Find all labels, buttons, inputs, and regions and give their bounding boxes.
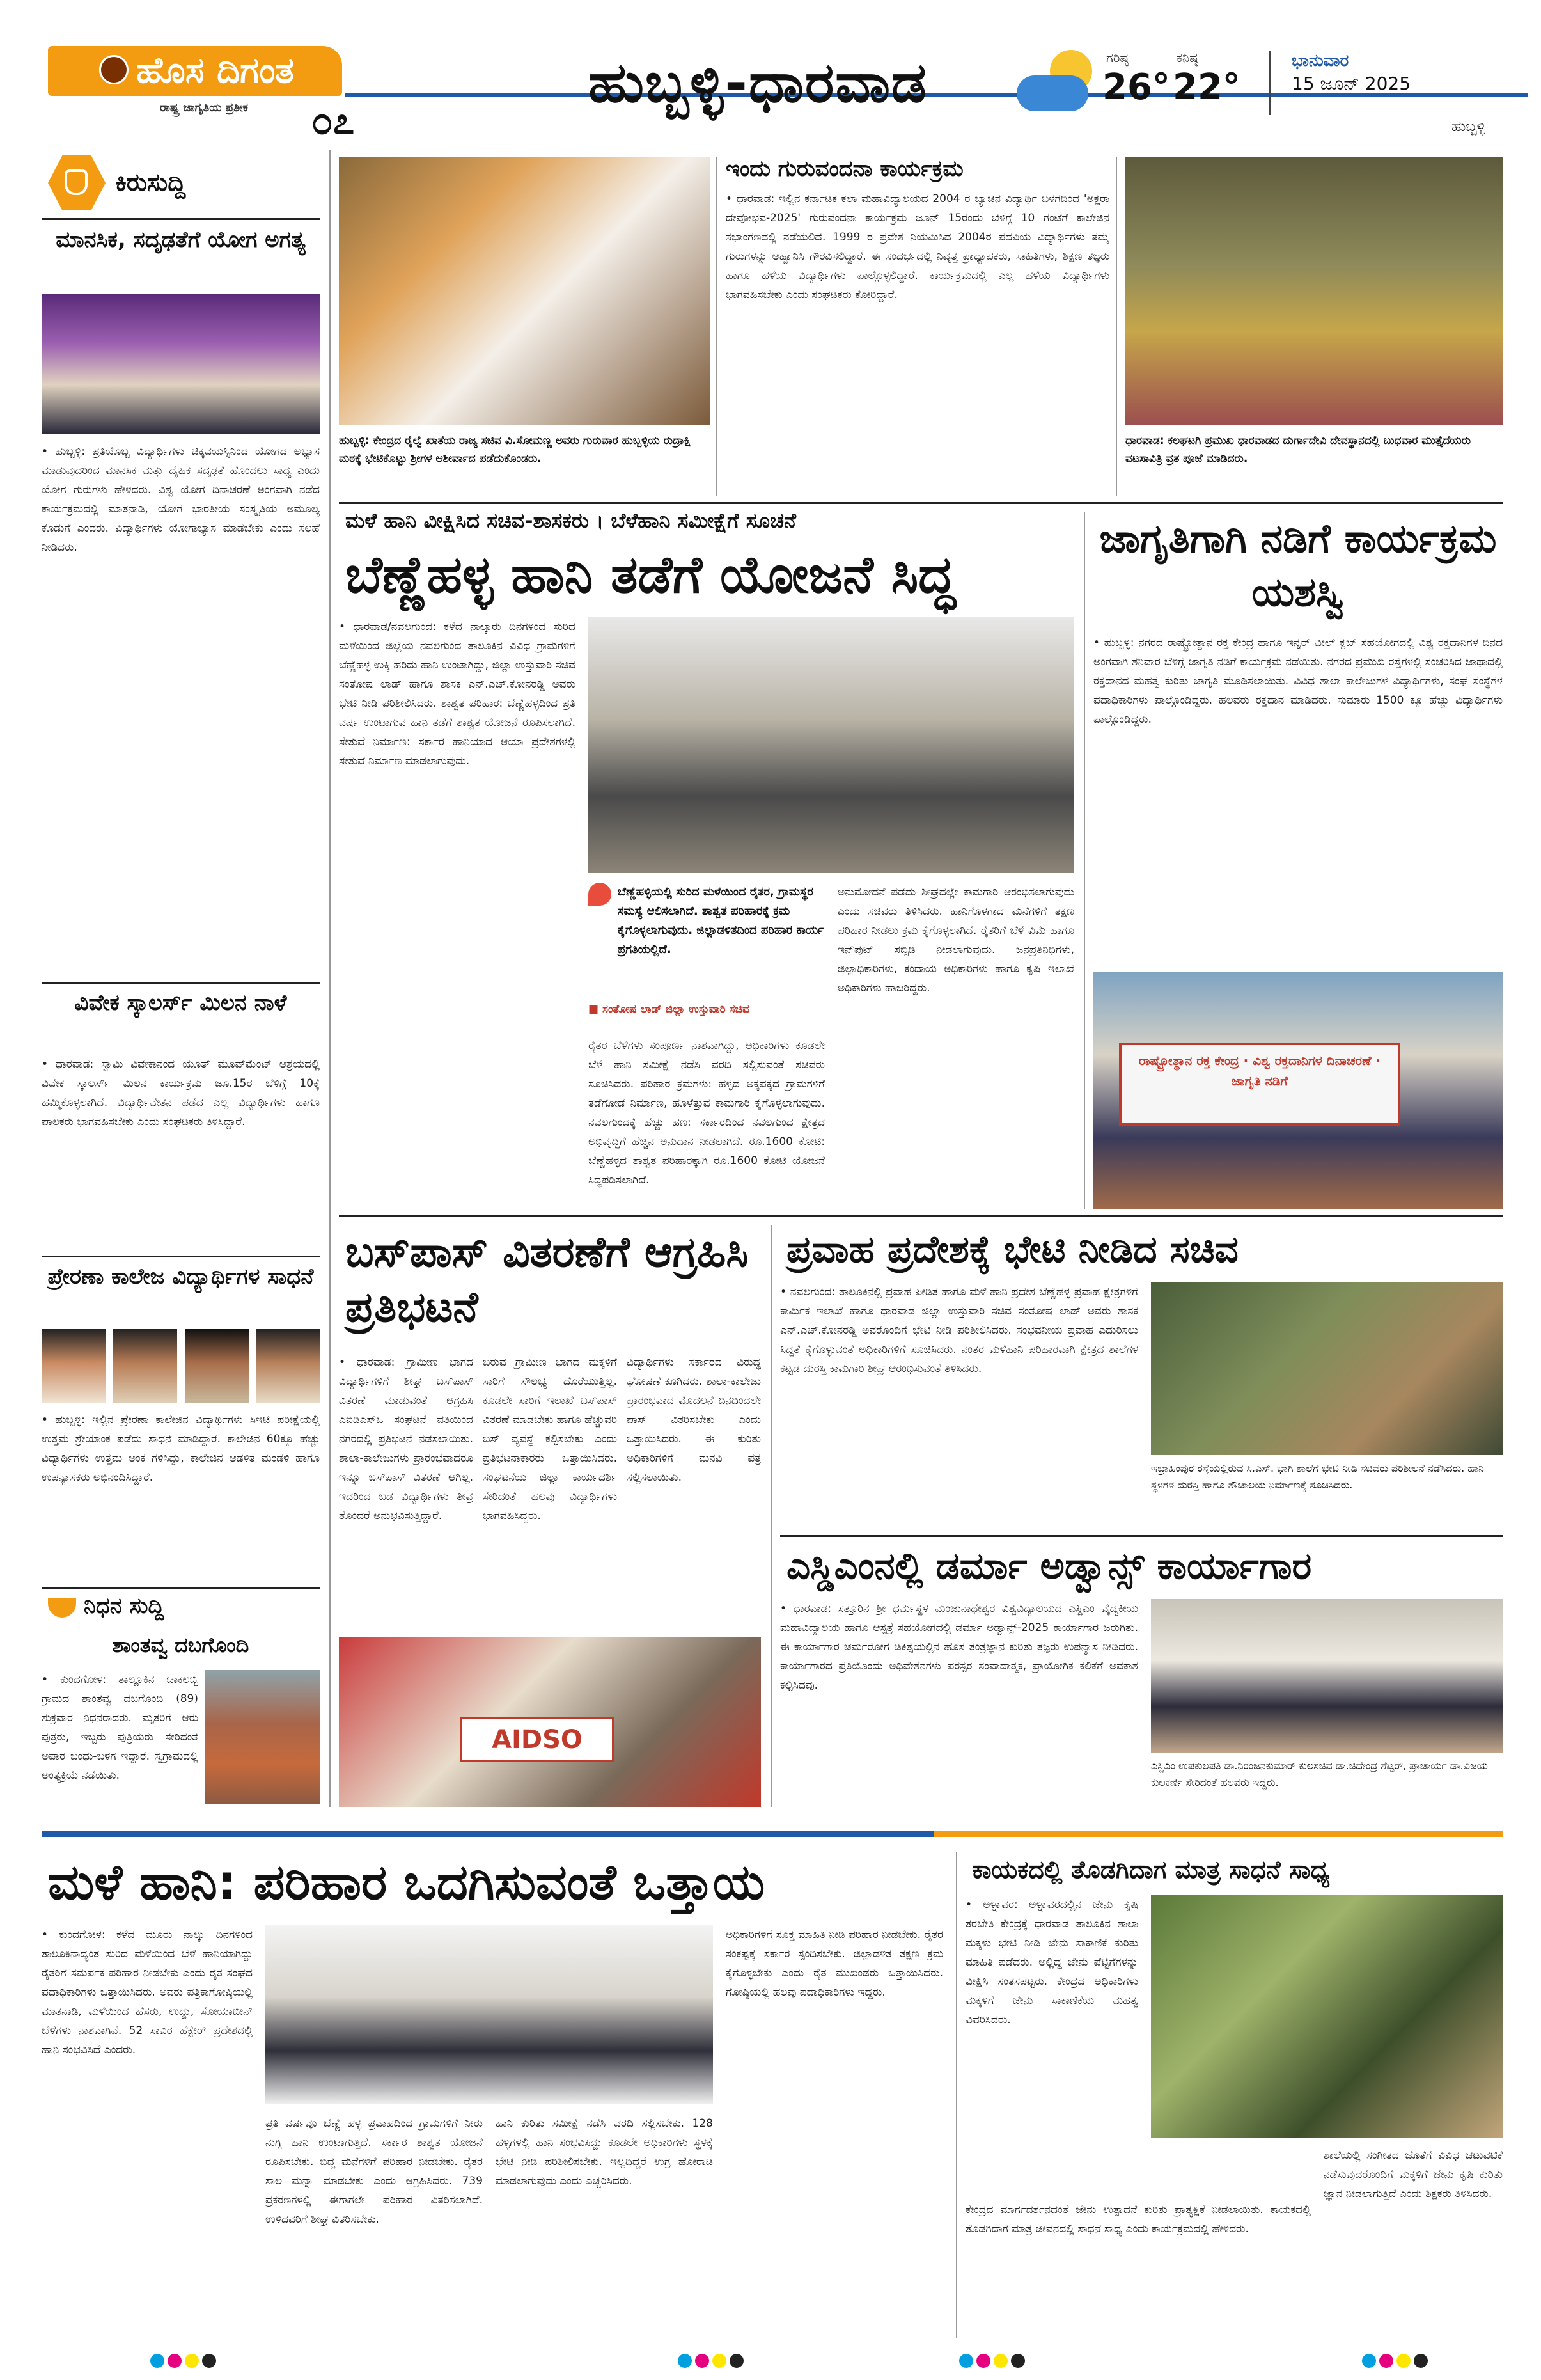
story1-headline: ಮಾನಸಿಕ, ಸದೃಢತೆಗೆ ಯೋಗ ಅಗತ್ಯ xyxy=(56,227,306,253)
sidebar-rule xyxy=(42,982,320,984)
lead-headline: ಬೆಣ್ಣೆಹಳ್ಳ ಹಾನಿ ತಡೆಗೆ ಯೋಜನೆ ಸಿದ್ಧ xyxy=(345,545,956,604)
kirusuddi-hand-icon xyxy=(65,169,88,195)
work-caption: ಶಾಲೆಯಲ್ಲಿ ಸಂಗೀತದ ಜೊತೆಗೆ ವಿವಿಧ ಚಟುವಟಿಕೆ ನಡೆಸುವುದರೊಂದಿಗೆ ಮಕ್ಕಳಿಗೆ ಜೇನು ಕೃಷಿ ಕುರಿತು ಜ್ಞಾನ ನೀಡಲಾಗುತ್ತಿದೆ ಎಂದು ಶಿಕ್ಷಕರು ತಿಳಿಸಿದರು. xyxy=(1324,2149,1503,2200)
logo-tagline: ರಾಷ್ಟ್ರ ಜಾಗೃತಿಯ ಪ್ರತೀಕ xyxy=(160,101,248,114)
press-meet-photo xyxy=(265,1925,713,2104)
lead-quote xyxy=(588,883,825,1030)
registration-dot xyxy=(150,2354,164,2368)
registration-marks-mid xyxy=(959,2354,1036,2369)
rain-comp-body-col2: ಪ್ರತಿ ವರ್ಷವೂ ಬೆಣ್ಣೆ ಹಳ್ಳ ಪ್ರವಾಹದಿಂದ ಗ್ರಾಮಗಳಿಗೆ ನೀರು ನುಗ್ಗಿ ಹಾನಿ ಉಂಟಾಗುತ್ತಿದೆ. ಸರ್ಕಾರ ಶಾಶ್ವತ ಯೋಜನೆ ರೂಪಿಸಬೇಕು. ಬಿದ್ದ ಮನೆಗಳಿಗೆ ಪರಿಹಾರ ನೀಡಬೇಕು. ರೈತರ ಸಾಲ ಮನ್ನಾ ಮಾಡಬೇಕು ಎಂದು ಆಗ್ರಹಿಸಿದರು. 739 ಪ್ರಕರಣಗಳಲ್ಲಿ ಈಗಾಗಲೇ ಪರಿಹಾರ ವಿತರಿಸಲಾಗಿದೆ. ಉಳಿದವರಿಗೆ ಶೀಘ್ರ ವಿತರಿಸಬೇಕು. xyxy=(265,2117,483,2226)
protest-placard-text: AIDSO xyxy=(492,1725,583,1754)
story3-body: • ಹುಬ್ಬಳ್ಳಿ: ಇಲ್ಲಿನ ಪ್ರೇರಣಾ ಕಾಲೇಜಿನ ವಿದ್ಯಾರ್ಥಿಗಳು ಸಿಇಟಿ ಪರೀಕ್ಷೆಯಲ್ಲಿ ಉತ್ತಮ ಶ್ರೇಯಾಂಕ ಪಡೆದು ಸಾಧನೆ ಮಾಡಿದ್ದಾರೆ. ಕಾಲೇಜಿನ 60ಕ್ಕೂ ಹೆಚ್ಚು ವಿದ್ಯಾರ್ಥಿಗಳು ಉತ್ತಮ ಅಂಕ ಗಳಿಸಿದ್ದು, ಕಾಲೇಜಿನ ಆಡಳಿತ ಮಂಡಳಿ ಹಾಗೂ ಉಪನ್ಯಾಸಕರು ಅಭಿನಂದಿಸಿದ್ದಾರೆ. xyxy=(42,1414,320,1484)
bus-pass-body-col1: • ಧಾರವಾಡ: ಗ್ರಾಮೀಣ ಭಾಗದ ವಿದ್ಯಾರ್ಥಿಗಳಿಗೆ ಶೀಘ್ರ ಬಸ್‌ಪಾಸ್ ವಿತರಣೆ ಮಾಡುವಂತೆ ಆಗ್ರಹಿಸಿ ಎಐಡಿಎಸ್‌ಒ ಸಂಘಟನೆ ವತಿಯಿಂದ ನಗರದಲ್ಲಿ ಪ್ರತಿಭಟನೆ ನಡೆಸಲಾಯಿತು. ಶಾಲಾ-ಕಾಲೇಜುಗಳು ಪ್ರಾರಂಭವಾದರೂ ಇನ್ನೂ ಬಸ್‌ಪಾಸ್ ವಿತರಣೆ ಆಗಿಲ್ಲ. ಇದರಿಂದ ಬಡ ವಿದ್ಯಾರ್ಥಿಗಳು ತೀವ್ರ ತೊಂದರೆ ಅನುಭವಿಸುತ್ತಿದ್ದಾರೆ. xyxy=(339,1356,473,1522)
rain-comp-body-col3: ಹಾನಿ ಕುರಿತು ಸಮೀಕ್ಷೆ ನಡೆಸಿ ವರದಿ ಸಲ್ಲಿಸಬೇಕು. 128 ಹಳ್ಳಿಗಳಲ್ಲಿ ಹಾನಿ ಸಂಭವಿಸಿದ್ದು ಕೂಡಲೇ ಅಧಿಕಾರಿಗಳು ಸ್ಥಳಕ್ಕೆ ಭೇಟಿ ನೀಡಿ ಪರಿಶೀಲಿಸಬೇಕು. ಇಲ್ಲದಿದ್ದರೆ ಉಗ್ರ ಹೋರಾಟ ಮಾಡಲಾಗುವುದು ಎಂದು ಎಚ್ಚರಿಸಿದರು. xyxy=(496,2117,713,2187)
flood-visit-body: • ನವಲಗುಂದ: ತಾಲೂಕಿನಲ್ಲಿ ಪ್ರವಾಹ ಪೀಡಿತ ಹಾಗೂ ಮಳೆ ಹಾನಿ ಪ್ರದೇಶ ಬೆಣ್ಣೆಹಳ್ಳ ಪ್ರವಾಹ ಕ್ಷೇತ್ರಗಳಿಗೆ ಕಾರ್ಮಿಕ ಇಲಾಖೆ ಹಾಗೂ ಧಾರವಾಡ ಜಿಲ್ಲಾ ಉಸ್ತುವಾರಿ ಸಚಿವ ಸಂತೋಷ ಲಾಡ್ ಅವರು ಶಾಸಕ ಎನ್.ಎಚ್.ಕೋನರಡ್ಡಿ ಅವರೊಂದಿಗೆ ಭೇಟಿ ನೀಡಿ ಪರಿಶೀಲಿಸಿದರು. ಸಂಭವನೀಯ ಪ್ರವಾಹ ಎದುರಿಸಲು ಸಿದ್ಧತೆ ಕೈಗೊಳ್ಳುವಂತೆ ಅಧಿಕಾರಿಗಳಿಗೆ ಸೂಚಿಸಿದರು. ನಂತರ ಮಳೆಹಾನಿ ಪರಿಹಾರವಾಗಿ ಕ್ಷೇತ್ರದ ಶಾಲೆಗಳ ಕಟ್ಟಡ ದುರಸ್ತಿ ಕಾಮಗಾರಿ ಶೀಘ್ರ ಆರಂಭಿಸುವಂತೆ ತಿಳಿಸಿದರು. xyxy=(780,1286,1138,1375)
minister-visit-photo xyxy=(339,157,710,425)
rain-comp-body-col1: • ಕುಂದಗೋಳ: ಕಳೆದ ಮೂರು ನಾಲ್ಕು ದಿನಗಳಿಂದ ತಾಲೂಕಿನಾದ್ಯಂತ ಸುರಿದ ಮಳೆಯಿಂದ ಬೆಳೆ ಹಾನಿಯಾಗಿದ್ದು ರೈತರಿಗೆ ಸಮರ್ಪಕ ಪರಿಹಾರ ನೀಡಬೇಕು ಎಂದು ರೈತ ಸಂಘದ ಪದಾಧಿಕಾರಿಗಳು ಒತ್ತಾಯಿಸಿದರು. ಅವರು ಪತ್ರಿಕಾಗೋಷ್ಠಿಯಲ್ಲಿ ಮಾತನಾಡಿ, ಮಳೆಯಿಂದ ಹೆಸರು, ಉದ್ದು, ಸೋಯಾಬೀನ್ ಬೆಳೆಗಳು ನಾಶವಾಗಿವೆ. 52 ಸಾವಿರ ಹೆಕ್ಟೇರ್ ಪ್ರದೇಶದಲ್ಲಿ ಹಾನಿ ಸಂಭವಿಸಿದೆ ಎಂದರು. xyxy=(42,1928,253,2056)
section-rule xyxy=(339,1215,1503,1217)
kirusuddi-label: ಕಿರುಸುದ್ದಿ xyxy=(115,168,186,196)
lead-body-col1: • ಧಾರವಾಡ/ನವಲಗುಂದ: ಕಳೆದ ನಾಲ್ಕಾರು ದಿನಗಳಿಂದ ಸುರಿದ ಮಳೆಯಿಂದ ಜಿಲ್ಲೆಯ ನವಲಗುಂದ ತಾಲೂಕಿನ ವಿವಿಧ ಗ್ರಾಮಗಳಿಗೆ ಬೆಣ್ಣೆಹಳ್ಳ ಉಕ್ಕಿ ಹರಿದು ಹಾನಿ ಉಂಟಾಗಿದ್ದು, ಜಿಲ್ಲಾ ಉಸ್ತುವಾರಿ ಸಚಿವ ಸಂತೋಷ ಲಾಡ್ ಹಾಗೂ ಶಾಸಕ ಎನ್.ಎಚ್.ಕೋನರಡ್ಡಿ ಅವರು ಭೇಟಿ ನೀಡಿ ಪರಿಶೀಲಿಸಿದರು. ಶಾಶ್ವತ ಪರಿಹಾರ: ಬೆಣ್ಣೆಹಳ್ಳದಿಂದ ಪ್ರತಿ ವರ್ಷ ಉಂಟಾಗುವ ಹಾನಿ ತಡೆಗೆ ಶಾಶ್ವತ ಯೋಜನೆ ರೂಪಿಸಲಾಗಿದೆ. ಸೇತುವೆ ನಿರ್ಮಾಣ: ಸರ್ಕಾರ ಹಾನಿಯಾದ ಆಯಾ ಪ್ರದೇಶಗಳಲ್ಲಿ ಸೇತುವೆ ನಿರ್ಮಾಣ ಮಾಡಲಾಗುವುದು. xyxy=(339,620,575,768)
registration-dot xyxy=(678,2354,692,2368)
bus-pass-body-col2: ಬರುವ ಗ್ರಾಮೀಣ ಭಾಗದ ಮಕ್ಕಳಿಗೆ ಸಾರಿಗೆ ಸೌಲಭ್ಯ ದೊರೆಯುತ್ತಿಲ್ಲ. ಕೂಡಲೇ ಸಾರಿಗೆ ಇಲಾಖೆ ಬಸ್‌ಪಾಸ್ ವಿತರಣೆ ಮಾಡಬೇಕು ಹಾಗೂ ಹೆಚ್ಚುವರಿ ಬಸ್ ವ್ಯವಸ್ಥೆ ಕಲ್ಪಿಸಬೇಕು ಎಂದು ಪ್ರತಿಭಟನಾಕಾರರು ಒತ್ತಾಯಿಸಿದರು. ಸಂಘಟನೆಯ ಜಿಲ್ಲಾ ಕಾರ್ಯದರ್ಶಿ ಸೇರಿದಂತೆ ಹಲವು ವಿದ್ಯಾರ್ಥಿಗಳು ಭಾಗವಹಿಸಿದ್ದರು. xyxy=(483,1356,617,1522)
top-story-3-caption: ಧಾರವಾಡ: ಕಲಘಟಗಿ ಪ್ರಮುಖ ಧಾರವಾಡದ ದುರ್ಗಾದೇವಿ ದೇವಸ್ಥಾನದಲ್ಲಿ ಬುಧವಾರ ಮುತ್ತೈದೆಯರು ವಟಸಾವಿತ್ರಿ ವ್ರತ ಪೂಜೆ ಮಾಡಿದರು. xyxy=(1125,434,1471,465)
registration-dot xyxy=(1362,2354,1376,2368)
work-story xyxy=(966,1852,1503,2338)
column-divider xyxy=(329,150,331,1807)
obituary-label: ನಿಧನ ಸುದ್ದಿ xyxy=(84,1593,164,1619)
yoga-photo xyxy=(42,294,320,434)
column-divider xyxy=(956,1852,957,2338)
registration-dot xyxy=(994,2354,1008,2368)
rain-comp-headline: ಮಳೆ ಹಾನಿ: ಪರಿಹಾರ ಒದಗಿಸುವಂತೆ ಒತ್ತಾಯ xyxy=(48,1854,765,1911)
cloud-icon xyxy=(1017,75,1088,111)
registration-dot xyxy=(976,2354,990,2368)
student-photo xyxy=(113,1329,177,1403)
beekeeping-photo xyxy=(1151,1895,1503,2138)
lead-body-col3: ಅನುಮೋದನೆ ಪಡೆದು ಶೀಘ್ರದಲ್ಲೇ ಕಾಮಗಾರಿ ಆರಂಭಿಸಲಾಗುವುದು ಎಂದು ಸಚಿವರು ತಿಳಿಸಿದರು. ಹಾನಿಗೊಳಗಾದ ಮನೆಗಳಿಗೆ ತಕ್ಷಣ ಪರಿಹಾರ ನೀಡಲು ಕ್ರಮ ಕೈಗೊಳ್ಳಲಾಗಿದೆ. ರೈತರಿಗೆ ಬೆಳೆ ವಿಮೆ ಹಾಗೂ ಇನ್‌ಪುಟ್ ಸಬ್ಸಿಡಿ ನೀಡಲಾಗುವುದು. ಜನಪ್ರತಿನಿಧಿಗಳು, ಜಿಲ್ಲಾಧಿಕಾರಿಗಳು, ಕಂದಾಯ ಅಧಿಕಾರಿಗಳು ಹಾಗೂ ಕೃಷಿ ಇಲಾಖೆ ಅಧಿಕಾರಿಗಳು ಹಾಜರಿದ್ದರು. xyxy=(838,886,1074,995)
top-story-1 xyxy=(339,157,710,496)
column-divider xyxy=(1084,512,1085,1209)
column-divider xyxy=(716,157,717,496)
awareness-headline: ಜಾಗೃತಿಗಾಗಿ ನಡಿಗೆ ಕಾರ್ಯಕ್ರಮ ಯಶಸ್ವಿ xyxy=(1099,515,1497,615)
sidebar-rule xyxy=(42,1587,320,1589)
sdm-story xyxy=(780,1541,1503,1810)
band-segment-blue xyxy=(320,1831,934,1837)
lead-story xyxy=(339,508,1074,1212)
top-story-2-headline: ಇಂದು ಗುರುವಂದನಾ ಕಾರ್ಯಕ್ರಮ xyxy=(726,156,964,182)
weather-max: 26° xyxy=(1102,67,1170,108)
flood-visit-headline: ಪ್ರವಾಹ ಪ್ರದೇಶಕ್ಕೆ ಭೇಟಿ ನೀಡಿದ ಸಚಿವ xyxy=(786,1227,1239,1271)
sdm-photo xyxy=(1151,1599,1503,1753)
bus-pass-body-col3: ವಿದ್ಯಾರ್ಥಿಗಳು ಸರ್ಕಾರದ ವಿರುದ್ಧ ಘೋಷಣೆ ಕೂಗಿದರು. ಶಾಲಾ-ಕಾಲೇಜು ಪ್ರಾರಂಭವಾದ ಮೊದಲನೆ ದಿನದಿಂದಲೇ ಪಾಸ್ ವಿತರಿಸಬೇಕು ಎಂದು ಒತ್ತಾಯಿಸಿದರು. ಈ ಕುರಿತು ಅಧಿಕಾರಿಗಳಿಗೆ ಮನವಿ ಪತ್ರ ಸಲ್ಲಿಸಲಾಯಿತು. xyxy=(627,1356,761,1484)
flood-visit-caption: ಇಬ್ರಾಹಿಂಪುರ ರಸ್ತೆಯಲ್ಲಿರುವ ಸಿ.ಎಸ್. ಭಾಗಿ ಶಾಲೆಗೆ ಭೇಟಿ ನೀಡಿ ಸಚಿವರು ಪರಿಶೀಲನೆ ನಡೆಸಿದರು. ಹಾನಿ ಸ್ಥಳಗಳ ದುರಸ್ತಿ ಹಾಗೂ ಶೌಚಾಲಯ ನಿರ್ಮಾಣಕ್ಕೆ ಸೂಚಿಸಿದರು. xyxy=(1151,1462,1484,1491)
registration-marks-left xyxy=(150,2354,227,2369)
registration-dot xyxy=(959,2354,973,2368)
awareness-banner xyxy=(1119,1043,1400,1126)
registration-dot xyxy=(695,2354,709,2368)
sdm-headline: ಎಸ್ಡಿಎಂನಲ್ಲಿ ಡರ್ಮಾ ಅಡ್ವಾನ್ಸ್ ಕಾರ್ಯಾಗಾರ xyxy=(786,1544,1312,1588)
logo-emblem-icon xyxy=(99,55,129,84)
rain-comp-body-col4: ಅಧಿಕಾರಿಗಳಿಗೆ ಸೂಕ್ತ ಮಾಹಿತಿ ನೀಡಿ ಪರಿಹಾರ ನೀಡಬೇಕು. ರೈತರ ಸಂಕಷ್ಟಕ್ಕೆ ಸರ್ಕಾರ ಸ್ಪಂದಿಸಬೇಕು. ಜಿಲ್ಲಾಡಳಿತ ತಕ್ಷಣ ಕ್ರಮ ಕೈಗೊಳ್ಳಬೇಕು ಎಂದು ರೈತ ಮುಖಂಡರು ಒತ್ತಾಯಿಸಿದರು. ಗೋಷ್ಠಿಯಲ್ಲಿ ಹಲವು ಪದಾಧಿಕಾರಿಗಳು ಇದ್ದರು. xyxy=(726,1928,943,1999)
registration-dot xyxy=(168,2354,182,2368)
quote-mark-icon xyxy=(588,883,611,906)
registration-dot xyxy=(1379,2354,1393,2368)
flood-visit-photo xyxy=(1151,1282,1503,1455)
story3-headline: ಪ್ರೇರಣಾ ಕಾಲೇಜ ವಿದ್ಯಾರ್ಥಿಗಳ ಸಾಧನೆ xyxy=(47,1264,314,1289)
sidebar-rule xyxy=(42,218,320,220)
sidebar-rule xyxy=(42,1256,320,1257)
registration-marks-center xyxy=(678,2354,755,2369)
registration-dot xyxy=(1414,2354,1428,2368)
logo-text: ಹೊಸ ದಿಗಂತ xyxy=(136,50,294,91)
registration-dot xyxy=(185,2354,199,2368)
weather-min-label: ಕನಿಷ್ಠ xyxy=(1177,50,1198,65)
issue-day: ಭಾನುವಾರ xyxy=(1292,51,1349,70)
top-story-2 xyxy=(726,154,1109,499)
logo-block xyxy=(48,46,355,143)
obituary-photo xyxy=(205,1670,320,1804)
student-photos xyxy=(42,1329,320,1403)
awareness-body: • ಹುಬ್ಬಳ್ಳಿ: ನಗರದ ರಾಷ್ಟ್ರೋತ್ಥಾನ ರಕ್ತ ಕೇಂದ್ರ ಹಾಗೂ ಇನ್ನರ್ ವೀಲ್ ಕ್ಲಬ್ ಸಹಯೋಗದಲ್ಲಿ ವಿಶ್ವ ರಕ್ತದಾನಿಗಳ ದಿನದ ಅಂಗವಾಗಿ ಶನಿವಾರ ಬೆಳಿಗ್ಗೆ ಜಾಗೃತಿ ನಡಿಗೆ ಕಾರ್ಯಕ್ರಮ ನಡೆಯಿತು. ನಗರದ ಪ್ರಮುಖ ರಸ್ತೆಗಳಲ್ಲಿ ಸಂಚರಿಸಿದ ಜಾಥಾದಲ್ಲಿ ರಕ್ತದಾನದ ಮಹತ್ವ ಕುರಿತು ಜಾಗೃತಿ ಮೂಡಿಸಲಾಯಿತು. ವಿವಿಧ ಶಾಲಾ ಕಾಲೇಜುಗಳ ವಿದ್ಯಾರ್ಥಿಗಳು, ಸಂಘ ಸಂಸ್ಥೆಗಳ ಪದಾಧಿಕಾರಿಗಳು ಪಾಲ್ಗೊಂಡಿದ್ದರು. ಹಲವರು ರಕ್ತದಾನ ಮಾಡಿದರು. ಸುಮಾರು 1500 ಕ್ಕೂ ಹೆಚ್ಚು ವಿದ್ಯಾರ್ಥಿಗಳು ಪಾಲ್ಗೊಂಡಿದ್ದರು. xyxy=(1093,636,1503,726)
top-story-3 xyxy=(1125,157,1503,496)
issue-city: ಹುಬ್ಬಳ್ಳಿ xyxy=(1451,119,1486,135)
registration-dot xyxy=(202,2354,216,2368)
section-rule xyxy=(339,502,1503,504)
work-body-col2: ಕೇಂದ್ರದ ಮಾರ್ಗದರ್ಶನದಂತೆ ಜೇನು ಉತ್ಪಾದನೆ ಕುರಿತು ಪ್ರಾತ್ಯಕ್ಷಿಕೆ ನೀಡಲಾಯಿತು. ಕಾಯಕದಲ್ಲಿ ತೊಡಗಿದಾಗ ಮಾತ್ರ ಜೀವನದಲ್ಲಿ ಸಾಧನೆ ಸಾಧ್ಯ ಎಂದು ಕಾರ್ಯಕ್ರಮದಲ್ಲಿ ಹೇಳಿದರು. xyxy=(966,2203,1311,2235)
student-photo xyxy=(185,1329,249,1403)
story2-body: • ಧಾರವಾಡ: ಸ್ವಾಮಿ ವಿವೇಕಾನಂದ ಯೂತ್ ಮೂವ್‌ಮೆಂಟ್ ಆಶ್ರಯದಲ್ಲಿ ವಿವೇಕ ಸ್ಕಾಲರ್ಸ್ ಮಿಲನ ಕಾರ್ಯಕ್ರಮ ಜೂ.15ರ ಬೆಳಿಗ್ಗೆ 10ಕ್ಕೆ ಹಮ್ಮಿಕೊಳ್ಳಲಾಗಿದೆ. ವಿದ್ಯಾರ್ಥಿವೇತನ ಪಡೆದ ಎಲ್ಲ ವಿದ್ಯಾರ್ಥಿಗಳು ಹಾಗೂ ಪಾಲಕರು ಭಾಗವಹಿಸಬೇಕು ಎಂದು ಸಂಘಟಕರು ತಿಳಿಸಿದ್ದಾರೆ. xyxy=(42,1058,320,1128)
lead-quote-attribution: ■ ಸಂತೋಷ ಲಾಡ್ ಜಿಲ್ಲಾ ಉಸ್ತುವಾರಿ ಸಚಿವ xyxy=(588,1003,749,1016)
student-photo xyxy=(42,1329,106,1403)
registration-dot xyxy=(712,2354,726,2368)
registration-dot xyxy=(1396,2354,1411,2368)
story1-body: • ಹುಬ್ಬಳ್ಳಿ: ಪ್ರತಿಯೊಬ್ಬ ವಿದ್ಯಾರ್ಥಿಗಳು ಚಿಕ್ಕವಯಸ್ಸಿನಿಂದ ಯೋಗದ ಅಭ್ಯಾಸ ಮಾಡುವುದರಿಂದ ಮಾನಸಿಕ ಮತ್ತು ದೈಹಿಕ ಸದೃಢತೆ ಹೊಂದಲು ಸಾಧ್ಯ ಎಂದು ಯೋಗ ಗುರುಗಳು ಹೇಳಿದರು. ವಿಶ್ವ ಯೋಗ ದಿನಾಚರಣೆ ಅಂಗವಾಗಿ ನಡೆದ ಕಾರ್ಯಕ್ರಮದಲ್ಲಿ ಮಾತನಾಡಿ, ಯೋಗ ಭಾರತೀಯ ಸಂಸ್ಕೃತಿಯ ಅಮೂಲ್ಯ ಕೊಡುಗೆ ಎಂದರು. ವಿದ್ಯಾರ್ಥಿಗಳು ಯೋಗಾಭ್ಯಾಸ ಮಾಡಬೇಕು ಎಂದು ಸಲಹೆ ನೀಡಿದರು. xyxy=(42,445,320,554)
obituary-lamp-icon xyxy=(48,1598,76,1618)
top-story-1-caption: ಹುಬ್ಬಳ್ಳಿ: ಕೇಂದ್ರದ ರೈಲ್ವೆ ಖಾತೆಯ ರಾಜ್ಯ ಸಚಿವ ವಿ.ಸೋಮಣ್ಣ ಅವರು ಗುರುವಾರ ಹುಬ್ಬಳ್ಳಿಯ ರುದ್ರಾಕ್ಷಿ ಮಠಕ್ಕೆ ಭೇಟಿಕೊಟ್ಟು ಶ್ರೀಗಳ ಆಶೀರ್ವಾದ ಪಡೆದುಕೊಂಡರು. xyxy=(339,434,691,465)
protest-placard xyxy=(460,1717,614,1762)
vatasavitri-photo xyxy=(1125,157,1503,425)
registration-marks-right xyxy=(1362,2354,1439,2369)
awareness-banner-text: ರಾಷ್ಟ್ರೋತ್ಥಾನ ರಕ್ತ ಕೇಂದ್ರ · ವಿಶ್ವ ರಕ್ತದಾನಿಗಳ ದಿನಾಚರಣೆ · ಜಾಗೃತಿ ನಡಿಗೆ xyxy=(1138,1053,1381,1089)
flood-visit-story xyxy=(780,1225,1503,1525)
issue-date: 15 ಜೂನ್ 2025 xyxy=(1292,73,1411,94)
column-divider xyxy=(770,1225,772,1807)
weather-min: 22° xyxy=(1173,67,1240,108)
awareness-story xyxy=(1093,512,1503,1209)
work-body-col1: • ಅಳ್ನಾವರ: ಅಳ್ನಾವರದಲ್ಲಿನ ಜೇನು ಕೃಷಿ ತರಬೇತಿ ಕೇಂದ್ರಕ್ಕೆ ಧಾರವಾಡ ತಾಲೂಕಿನ ಶಾಲಾ ಮಕ್ಕಳು ಭೇಟಿ ನೀಡಿ ಜೇನು ಸಾಕಾಣಿಕೆ ಕುರಿತು ಮಾಹಿತಿ ಪಡೆದರು. ಅಲ್ಲಿದ್ದ ಜೇನು ಪೆಟ್ಟಿಗೆಗಳನ್ನು ವೀಕ್ಷಿಸಿ ಸಂತಸಪಟ್ಟರು. ಕೇಂದ್ರದ ಅಧಿಕಾರಿಗಳು ಮಕ್ಕಳಿಗೆ ಜೇನು ಸಾಕಾಣಿಕೆಯ ಮಹತ್ವ ವಿವರಿಸಿದರು. xyxy=(966,1898,1138,2026)
registration-dot xyxy=(1011,2354,1025,2368)
bottom-rule xyxy=(42,1831,320,1837)
section-rule xyxy=(780,1535,1503,1537)
page-number: ೦೭ xyxy=(311,99,355,143)
student-photo xyxy=(256,1329,320,1403)
band-segment-orange xyxy=(934,1831,1503,1837)
weather-max-label: ಗರಿಷ್ಠ xyxy=(1106,50,1129,65)
obituary-name: ಶಾಂತವ್ವ ದಬಗೊಂದಿ xyxy=(112,1633,249,1657)
bottom-band xyxy=(320,1831,1503,1837)
sidebar xyxy=(42,150,320,1820)
top-story-2-body: • ಧಾರವಾಡ: ಇಲ್ಲಿನ ಕರ್ನಾಟಕ ಕಲಾ ಮಹಾವಿದ್ಯಾಲಯದ 2004 ರ ಬ್ಯಾಚಿನ ವಿದ್ಯಾರ್ಥಿ ಬಳಗದಿಂದ 'ಅಕ್ಷರಾ ದೇವೋಭವ-2025' ಗುರುವಂದನಾ ಕಾರ್ಯಕ್ರಮ ಜೂನ್ 15ರಂದು ಬೆಳಿಗ್ಗೆ 10 ಗಂಟೆಗೆ ಕಾಲೇಜಿನ ಸಭಾಂಗಣದಲ್ಲಿ ನಡೆಯಲಿದೆ. 1999 ರ ಪ್ರವೇಶ ನಿಯಮಿಸಿದ 2004ರ ಪದವಿಯ ವಿದ್ಯಾರ್ಥಿಗಳು ತಮ್ಮ ಗುರುಗಳನ್ನು ಆಹ್ವಾನಿಸಿ ಗೌರವಿಸಲಿದ್ದಾರೆ. ಈ ಸಂದರ್ಭದಲ್ಲಿ ನಿವೃತ್ತ ಪ್ರಾಧ್ಯಾಪಕರು, ಸಾಹಿತಿಗಳು, ಶಿಕ್ಷಣ ತಜ್ಞರು ಹಾಗೂ ಹಳೆಯ ವಿದ್ಯಾರ್ಥಿಗಳು ಪಾಲ್ಗೊಳ್ಳಲಿದ್ದಾರೆ. ಕಾರ್ಯಕ್ರಮದಲ್ಲಿ ಎಲ್ಲ ಹಳೆಯ ವಿದ್ಯಾರ್ಥಿಗಳು ಭಾಗವಹಿಸಬೇಕು ಎಂದು ಸಂಘಟಕರು ಕೋರಿದ್ದಾರೆ. xyxy=(726,193,1109,301)
sdm-caption: ಎಸ್ಡಿಎಂ ಉಪಕುಲಪತಿ ಡಾ.ನಿರಂಜನಕುಮಾರ್ ಕುಲಸಚಿವ ಡಾ.ಚಿದೇಂದ್ರ ಶೆಟ್ಟರ್, ಪ್ರಾಚಾರ್ಯ ಡಾ.ವಿಜಯ ಕುಲಕರ್ಣಿ ಸೇರಿದಂತೆ ಹಲವರು ಇದ್ದರು. xyxy=(1151,1760,1488,1788)
section-title: ಹುಬ್ಬಳ್ಳಿ-ಧಾರವಾಡ xyxy=(588,51,928,115)
lead-body-col2: ರೈತರ ಬೆಳೆಗಳು ಸಂಪೂರ್ಣ ನಾಶವಾಗಿದ್ದು, ಅಧಿಕಾರಿಗಳು ಕೂಡಲೇ ಬೆಳೆ ಹಾನಿ ಸಮೀಕ್ಷೆ ನಡೆಸಿ ವರದಿ ಸಲ್ಲಿಸುವಂತೆ ಸಚಿವರು ಸೂಚಿಸಿದರು. ಪರಿಹಾರ ಕ್ರಮಗಳು: ಹಳ್ಳದ ಅಕ್ಕಪಕ್ಕದ ಗ್ರಾಮಗಳಿಗೆ ತಡೆಗೋಡೆ ನಿರ್ಮಾಣ, ಹೂಳೆತ್ತುವ ಕಾಮಗಾರಿ ಕೈಗೊಳ್ಳಲಾಗುವುದು. ನವಲಗುಂದಕ್ಕೆ ಹೆಚ್ಚು ಹಣ: ಸರ್ಕಾರದಿಂದ ನವಲಗುಂದ ಕ್ಷೇತ್ರದ ಅಭಿವೃದ್ಧಿಗೆ ಹೆಚ್ಚಿನ ಅನುದಾನ ನೀಡಲಾಗಿದೆ. ರೂ.1600 ಕೋಟಿ: ಬೆಣ್ಣೆಹಳ್ಳದ ಶಾಶ್ವತ ಪರಿಹಾರಕ್ಕಾಗಿ ರೂ.1600 ಕೋಟಿ ಯೋಜನೆ ಸಿದ್ಧಪಡಿಸಲಾಗಿದೆ. xyxy=(588,1039,825,1186)
bus-pass-headline: ಬಸ್‌ಪಾಸ್ ವಿತರಣೆಗೆ ಆಗ್ರಹಿಸಿ ಪ್ರತಿಭಟನೆ xyxy=(345,1227,749,1332)
masthead-divider xyxy=(1269,51,1271,115)
work-headline: ಕಾಯಕದಲ್ಲಿ ತೊಡಗಿದಾಗ ಮಾತ್ರ ಸಾಧನೆ ಸಾಧ್ಯ xyxy=(972,1856,1330,1884)
weather-icon xyxy=(1017,45,1100,115)
sdm-body: • ಧಾರವಾಡ: ಸತ್ತೂರಿನ ಶ್ರೀ ಧರ್ಮಸ್ಥಳ ಮಂಜುನಾಥೇಶ್ವರ ವಿಶ್ವವಿದ್ಯಾಲಯದ ಎಸ್ಡಿಎಂ ವೈದ್ಯಕೀಯ ಮಹಾವಿದ್ಯಾಲಯ ಹಾಗೂ ಆಸ್ಪತ್ರೆ ಸಹಯೋಗದಲ್ಲಿ ಡರ್ಮಾ ಅಡ್ವಾನ್ಸ್-2025 ಕಾರ್ಯಾಗಾರ ಜರುಗಿತು. ಈ ಕಾರ್ಯಾಗಾರ ಚರ್ಮರೋಗ ಚಿಕಿತ್ಸೆಯಲ್ಲಿನ ಹೊಸ ತಂತ್ರಜ್ಞಾನ ಕುರಿತು ತಜ್ಞರು ಉಪನ್ಯಾಸ ನೀಡಿದರು. ಕಾರ್ಯಾಗಾರದ ಪ್ರತಿಯೊಂದು ಅಧಿವೇಶನಗಳು ಪರಸ್ಪರ ಸಂವಾದಾತ್ಮಕ, ಪ್ರಾಯೋಗಿಕ ಕಲಿಕೆಗೆ ಅವಕಾಶ ಕಲ್ಪಿಸಿದವು. xyxy=(780,1602,1138,1692)
rain-comp-story xyxy=(42,1852,943,2338)
bus-pass-story xyxy=(339,1225,761,1810)
story2-headline: ವಿವೇಕ ಸ್ಕಾಲರ್ಸ್ ಮಿಲನ ನಾಳೆ xyxy=(74,990,287,1016)
obituary-body: • ಕುಂದಗೋಳ: ತಾಲ್ಲೂಕಿನ ಚಾಕಲಬ್ಬಿ ಗ್ರಾಮದ ಶಾಂತವ್ವ ದಬಗೊಂದಿ (89) ಶುಕ್ರವಾರ ನಿಧನರಾದರು. ಮೃತರಿಗೆ ಆರು ಪುತ್ರರು, ಇಬ್ಬರು ಪುತ್ರಿಯರು ಸೇರಿದಂತೆ ಅಪಾರ ಬಂಧು-ಬಳಗ ಇದ್ದಾರೆ. ಸ್ವಗ್ರಾಮದಲ್ಲಿ ಅಂತ್ಯಕ್ರಿಯೆ ನಡೆಯಿತು. xyxy=(42,1673,198,1782)
lead-quote-text: ಬೆಣ್ಣೆಹಳ್ಳಿಯಲ್ಲಿ ಸುರಿದ ಮಳೆಯಿಂದ ರೈತರ, ಗ್ರಾಮಸ್ಥರ ಸಮಸ್ಯೆ ಆಲಿಸಲಾಗಿದೆ. ಶಾಶ್ವತ ಪರಿಹಾರಕ್ಕೆ ಕ್ರಮ ಕೈಗೊಳ್ಳಲಾಗುವುದು. ಜಿಲ್ಲಾಡಳಿತದಿಂದ ಪರಿಹಾರ ಕಾರ್ಯ ಪ್ರಗತಿಯಲ್ಲಿದೆ. xyxy=(618,885,824,956)
registration-dot xyxy=(730,2354,744,2368)
lead-photo xyxy=(588,617,1074,873)
lead-kicker: ಮಳೆ ಹಾನಿ ವೀಕ್ಷಿಸಿದ ಸಚಿವ-ಶಾಸಕರು । ಬೆಳೆಹಾನಿ ಸಮೀಕ್ಷೆಗೆ ಸೂಚನೆ xyxy=(345,508,797,533)
column-divider xyxy=(1116,157,1117,496)
masthead xyxy=(0,0,1541,147)
